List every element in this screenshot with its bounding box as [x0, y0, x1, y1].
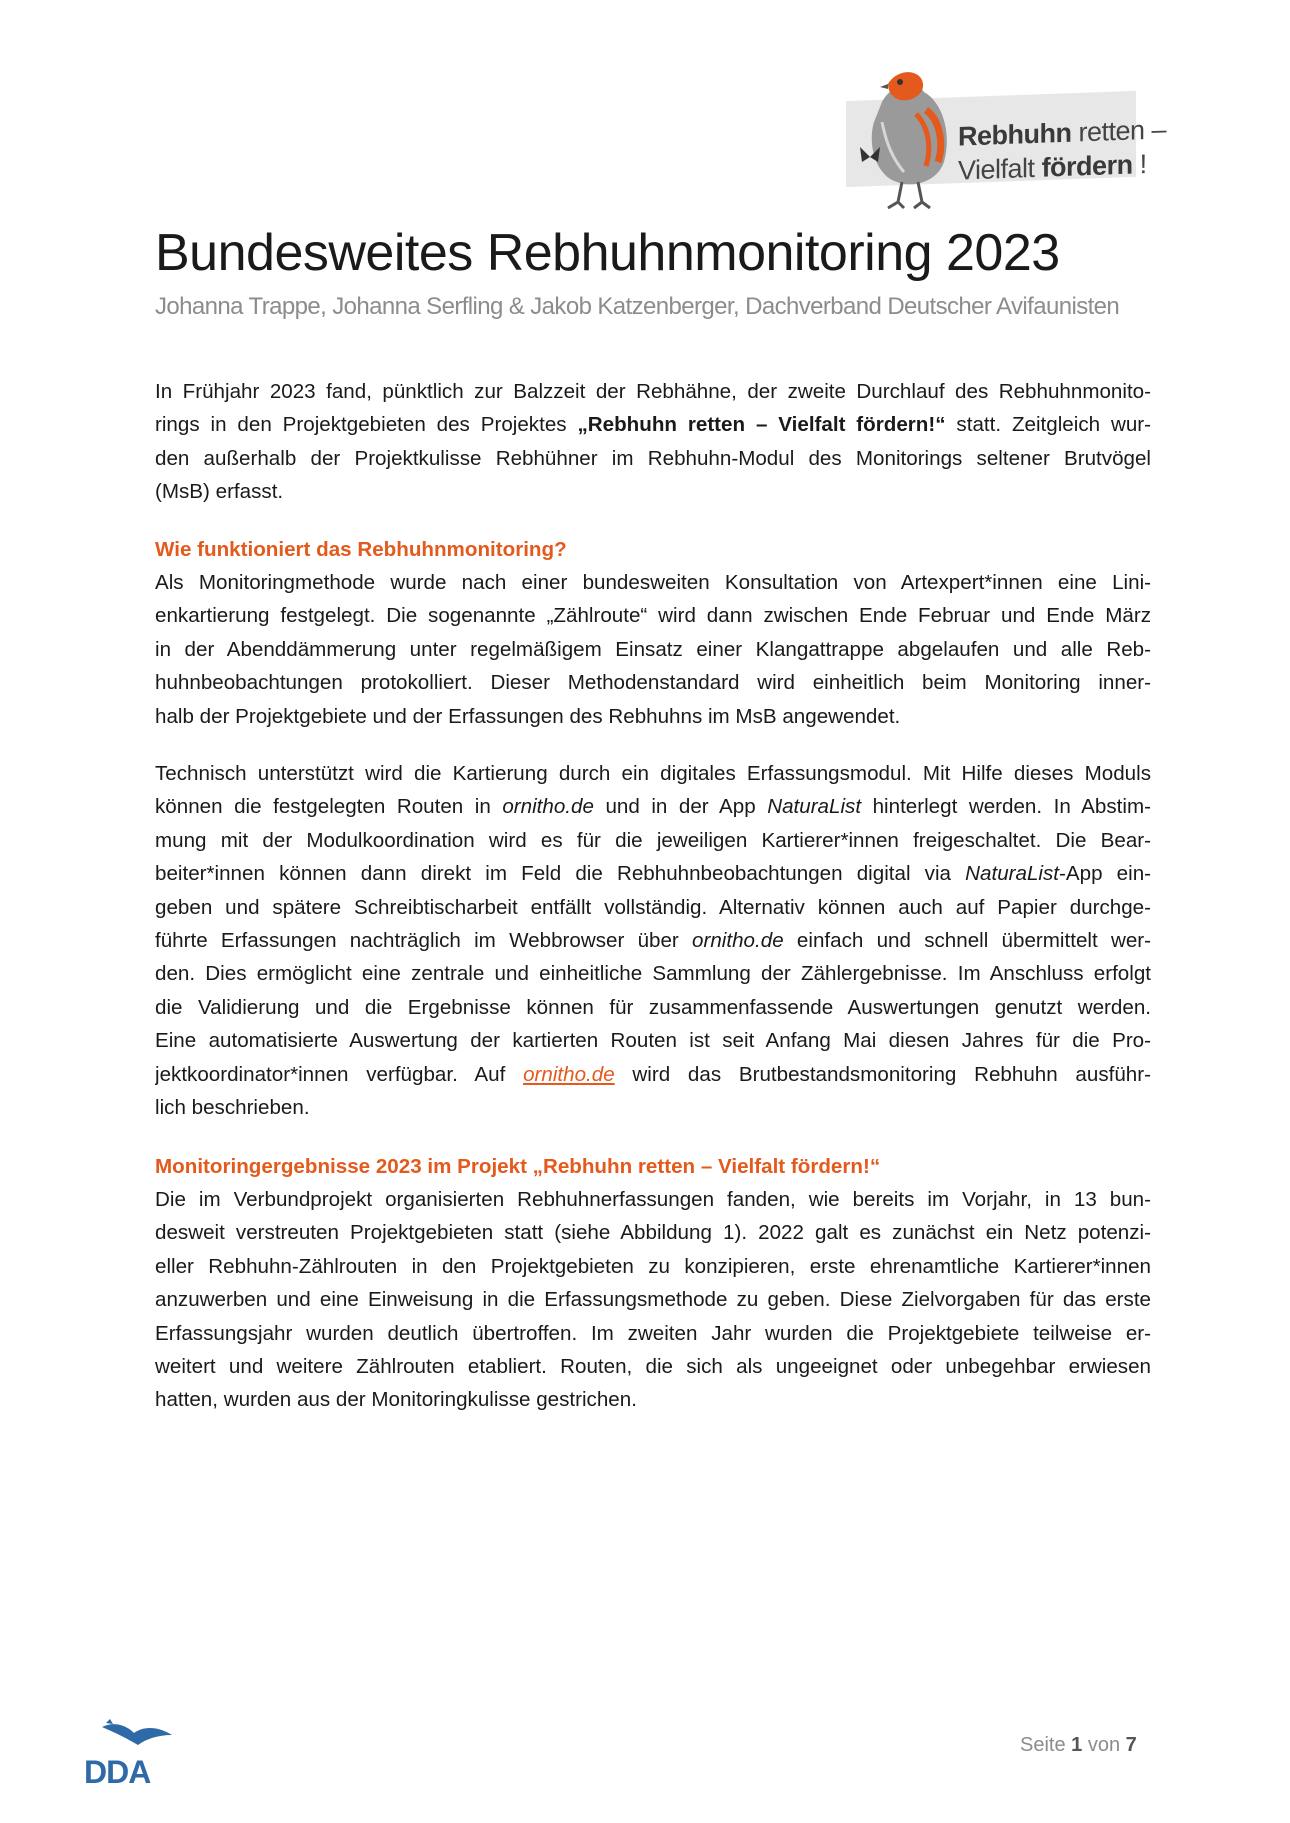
text-line: führte Erfassungen nachträglich im Webbrowser über ornitho.de einfach und schnell übermittelt wer-: [155, 929, 1151, 953]
results-paragraph: [155, 1183, 1151, 1417]
text-line: huhnbeobachtungen protokolliert. Dieser Methodenstandard wird einheitlich beim Monitoring inner-: [155, 671, 1151, 695]
text-line: Als Monitoringmethode wurde nach einer bundesweiten Konsultation von Artexpert*innen eine Lini-: [155, 571, 1151, 594]
text-line: desweit verstreuten Projektgebieten statt (siehe Abbildung 1). 2022 galt es zunächst ein Netz potenzi-: [155, 1221, 1151, 1245]
text-line: mung mit der Modulkoordination wird es für die jeweiligen Kartierer*innen freigeschaltet. Die Bear-: [155, 828, 1151, 852]
text-line: Technisch unterstützt wird die Kartierung durch ein digitales Erfassungsmodul. Mit Hilfe dieses Moduls: [155, 762, 1151, 785]
authors-line: Johanna Trappe, Johanna Serfling & Jakob Katzenberger, Dachverband Deutscher Avifaunisten: [155, 293, 1120, 320]
text-line: rings in den Projektgebieten des Projektes „Rebhuhn retten – Vielfalt fördern!“ statt. Zeitgleich wur-: [155, 413, 1151, 437]
text-line: Die im Verbundprojekt organisierten Rebhuhnerfassungen fanden, wie bereits im Vorjahr, in 13 bun-: [155, 1188, 1151, 1211]
text-line: (MsB) erfasst.: [155, 480, 284, 504]
project-logo: [846, 62, 1167, 212]
page-title: Bundesweites Rebhuhnmonitoring 2023: [155, 224, 1060, 282]
method-paragraph: [155, 566, 1151, 733]
section-heading-method: Wie funktioniert das Rebhuhnmonitoring?: [155, 538, 567, 561]
text-line: können die festgelegten Routen in ornitho.de und in der App NaturaList hinterlegt werden. In Abstim-: [155, 795, 1151, 819]
text-line: geben und spätere Schreibtischarbeit entfällt vollständig. Alternativ können auch auf Papier durchge-: [155, 895, 1151, 919]
text-line: jektkoordinator*innen verfügbar. Auf ornitho.de wird das Brutbestandsmonitoring Rebhuhn ausführ-: [155, 1062, 1151, 1086]
text-line: Eine automatisierte Auswertung der kartierten Routen ist seit Anfang Mai diesen Jahres für die Pro-: [155, 1029, 1151, 1053]
section-heading-results: Monitoringergebnisse 2023 im Projekt „Rebhuhn retten – Vielfalt fördern!“: [155, 1155, 881, 1178]
text-line: In Frühjahr 2023 fand, pünktlich zur Balzzeit der Rebhähne, der zweite Durchlauf des Rebhuhnmonito-: [155, 380, 1151, 403]
text-line: halb der Projektgebiete und der Erfassungen des Rebhuhns im MsB angewendet.: [155, 704, 901, 728]
technical-paragraph: [155, 757, 1151, 1124]
text-line: die Validierung und die Ergebnisse können für zusammenfassende Auswertungen genutzt werden.: [155, 995, 1151, 1019]
text-line: eller Rebhuhn-Zählrouten in den Projektgebieten zu konzipieren, erste ehrenamtliche Kartierer*innen: [155, 1254, 1151, 1278]
page-number: Seite 1 von 7: [1020, 1734, 1137, 1756]
text-line: lich beschrieben.: [155, 1096, 310, 1120]
text-line: Erfassungsjahr wurden deutlich übertroffen. Im zweiten Jahr wurden die Projektgebiete teilweise er-: [155, 1321, 1151, 1345]
text-line: in der Abenddämmerung unter regelmäßigem Einsatz einer Klangattrappe abgelaufen und alle Reb-: [155, 637, 1151, 661]
text-line: enkartierung festgelegt. Die sogenannte „Zählroute“ wird dann zwischen Ende Februar und Ende März: [155, 604, 1151, 628]
text-line: anzuwerben und eine Einweisung in die Erfassungsmethode zu geben. Diese Zielvorgaben für das erste: [155, 1288, 1151, 1312]
text-line: den außerhalb der Projektkulisse Rebhühner im Rebhuhn-Modul des Monitorings seltener Brutvögel: [155, 446, 1151, 470]
partridge-icon: [852, 62, 972, 212]
text-line: beiter*innen können dann direkt im Feld die Rebhuhnbeobachtungen digital via NaturaList-App ein-: [155, 862, 1151, 886]
text-line: hatten, wurden aus der Monitoringkulisse gestrichen.: [155, 1388, 637, 1412]
text-line: den. Dies ermöglicht eine zentrale und einheitliche Sammlung der Zählergebnisse. Im Anschluss erfolgt: [155, 962, 1151, 986]
ornitho-link[interactable]: ornitho.de: [523, 1062, 615, 1086]
dda-logo-text: DDA: [84, 1754, 151, 1790]
intro-paragraph: [155, 375, 1151, 509]
logo-wordmark: Rebhuhn retten – Vielfalt fördern !: [958, 114, 1167, 186]
text-line: weitert und weitere Zählrouten etabliert. Routen, die sich als ungeeignet oder unbegehbar erwiesen: [155, 1355, 1151, 1379]
